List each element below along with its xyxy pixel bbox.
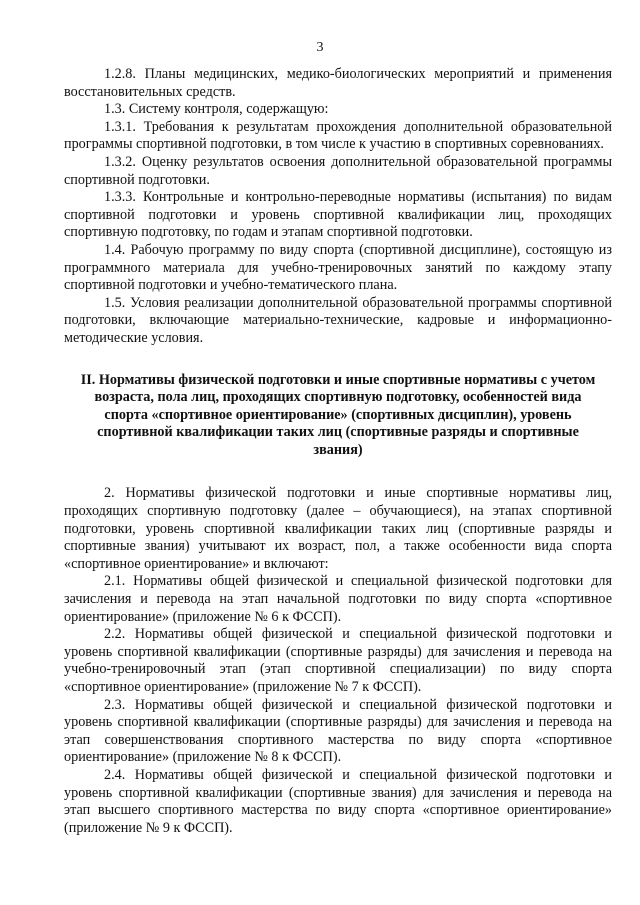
paragraph-2-3: 2.3. Нормативы общей физической и специальной физической подготовки и уровень спортивной квалификации (спортивные разряды) для зачисления и перевода на этап совершенствования спортивного мастерства по виду спорта «спортивное ориентирование» (приложение № 8 к ФССП). — [64, 696, 612, 766]
paragraph-2: 2. Нормативы физической подготовки и иные спортивные нормативы лиц, проходящих спортивную подготовку (далее – обучающиеся), на этапах спортивной подготовки, уровень спортивной квалификации таких лиц (спортивные разряды и спортивные звания) учитывают их возраст, пол, а также особенности вида спорта «спортивное ориентирование» и включают: — [64, 485, 612, 572]
section-heading: II. Нормативы физической подготовки и иные спортивные нормативы с учетом возраста, пола лиц, проходящих спортивную подготовку, особенностей вида спорта «спортивное ориентирование» (спортивных дисциплин), уровень спортивной квалификации таких лиц (спортивные разряды и спортивные звания) — [80, 371, 596, 458]
paragraph-1-4: 1.4. Рабочую программу по виду спорта (спортивной дисциплине), состоящую из программного материала для учебно-тренировочных занятий по каждому этапу спортивной подготовки и учебно-тематического плана. — [64, 241, 612, 294]
paragraph-1-3-1: 1.3.1. Требования к результатам прохождения дополнительной образовательной программы спортивной подготовки, в том числе к участию в спортивных соревнованиях. — [64, 118, 612, 153]
paragraph-1-3-3: 1.3.3. Контрольные и контрольно-переводные нормативы (испытания) по видам спортивной подготовки и уровень спортивной квалификации лиц, проходящих спортивную подготовку, по годам и этапам спортивной подготовки. — [64, 189, 612, 241]
paragraph-2-2: 2.2. Нормативы общей физической и специальной физической подготовки и уровень спортивной квалификации (спортивные разряды) для зачисления и перевода на учебно-тренировочный этап (этап спортивной специализации) по виду спорта «спортивное ориентирование» (приложение № 7 к ФССП). — [64, 626, 612, 695]
paragraph-1-3: 1.3. Систему контроля, содержащую: — [104, 101, 329, 118]
paragraph-2-1: 2.1. Нормативы общей физической и специальной физической подготовки для зачисления и перевода на этап начальной подготовки по виду спорта «спортивное ориентирование» (приложение № 6 к ФССП). — [64, 573, 612, 625]
paragraph-1-5: 1.5. Условия реализации дополнительной образовательной программы спортивной подготовки, включающие материально-технические, кадровые и информационно-методические условия. — [64, 294, 612, 346]
paragraph-1-3-2: 1.3.2. Оценку результатов освоения дополнительной образовательной программы спортивной подготовки. — [64, 153, 612, 188]
page-number: 3 — [316, 40, 324, 55]
spacer — [64, 459, 612, 485]
paragraph-1-2-8: 1.2.8. Планы медицинских, медико-биологических мероприятий и применения восстановительных средств. — [64, 66, 612, 100]
document-body — [64, 66, 612, 837]
paragraph-2-4: 2.4. Нормативы общей физической и специальной физической подготовки и уровень спортивной квалификации (спортивные звания) для зачисления и перевода на этап высшего спортивного мастерства по виду спорта «спортивное ориентирование» (приложение № 9 к ФССП). — [64, 766, 612, 836]
